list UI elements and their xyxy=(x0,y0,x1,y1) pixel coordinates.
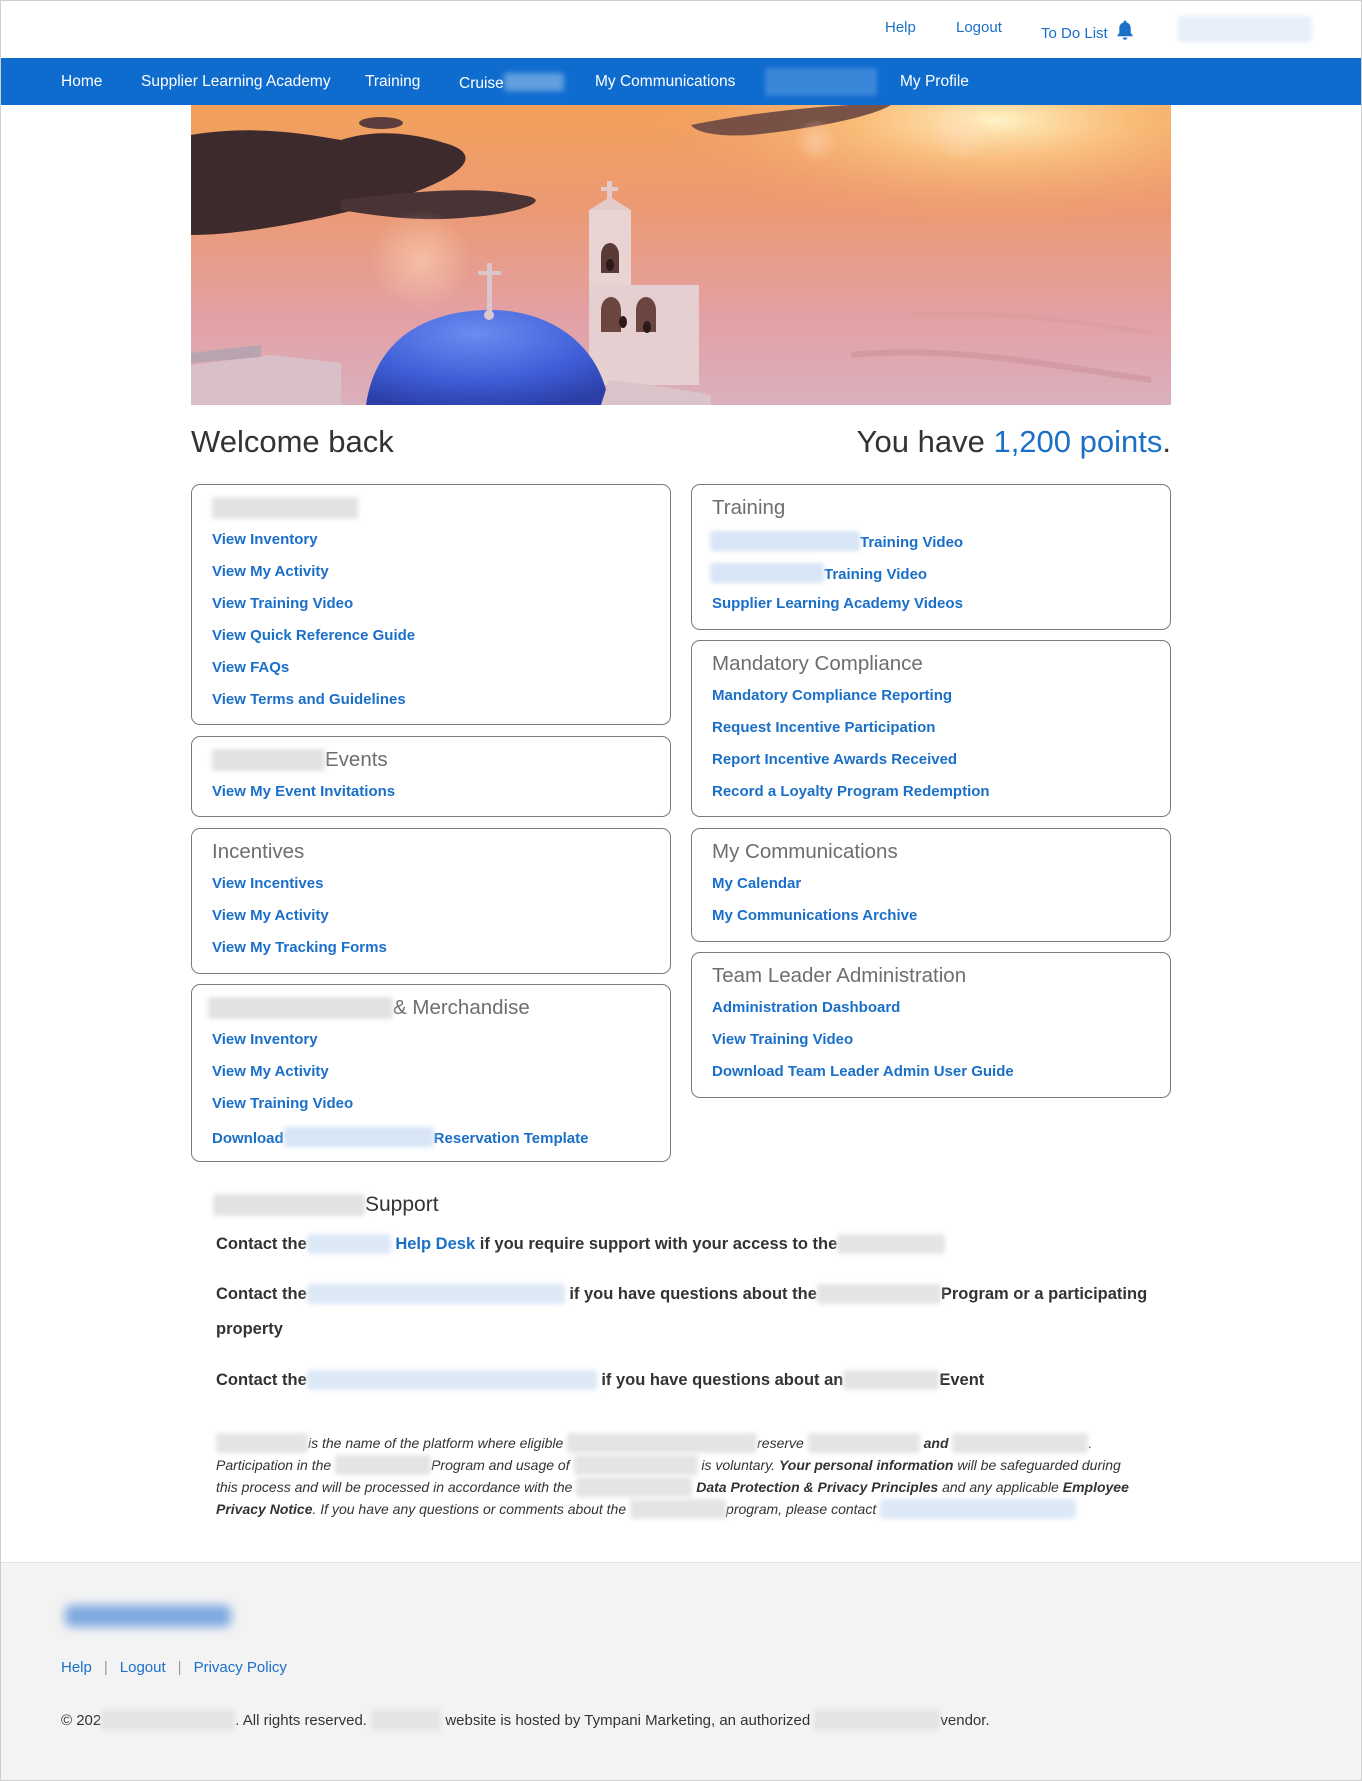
card-education xyxy=(191,484,671,725)
footer-logo xyxy=(65,1605,231,1627)
redacted-text xyxy=(216,1433,308,1453)
redacted-text xyxy=(101,1710,235,1730)
disclaimer-text: Data Protection & Privacy Principles xyxy=(696,1479,939,1495)
redacted-text xyxy=(710,531,860,551)
request-incentive-participation-link[interactable]: Request Incentive Participation xyxy=(712,719,936,736)
admin-view-training-video-link[interactable]: View Training Video xyxy=(712,1031,854,1048)
card-merchandise xyxy=(191,984,671,1162)
merchandise-view-training-video-link[interactable]: View Training Video xyxy=(212,1095,354,1112)
redacted-text xyxy=(808,1433,920,1453)
support-line-help-desk xyxy=(216,1234,945,1254)
nav-redacted-item[interactable] xyxy=(765,68,877,96)
redacted-text xyxy=(371,1710,441,1730)
footer-links xyxy=(61,1659,287,1676)
card-admin-title: Team Leader Administration xyxy=(712,964,967,987)
card-incentives-title: Incentives xyxy=(212,840,305,863)
redacted-text xyxy=(212,497,358,519)
support-text: Contact the xyxy=(216,1285,307,1303)
education-view-faqs-link[interactable]: View FAQs xyxy=(212,659,290,676)
top-utility-bar xyxy=(0,0,1362,58)
help-link[interactable]: Help xyxy=(885,19,916,36)
help-desk-link[interactable]: Help Desk xyxy=(395,1235,476,1253)
merchandise-download-template-link[interactable] xyxy=(212,1127,588,1147)
redacted-text xyxy=(576,1477,692,1497)
points-value-link[interactable]: 1,200 points xyxy=(993,424,1163,459)
copyright-text: © 202 xyxy=(61,1712,102,1729)
card-events-title-text: Events xyxy=(325,748,388,771)
download-prefix: Download xyxy=(212,1130,284,1147)
nav-my-communications[interactable]: My Communications xyxy=(595,73,736,90)
report-incentive-awards-link[interactable]: Report Incentive Awards Received xyxy=(712,751,958,768)
redacted-text xyxy=(843,1370,939,1390)
support-line-event xyxy=(216,1370,984,1390)
redacted-text xyxy=(212,749,325,771)
training-video-label-1: Training Video xyxy=(860,534,964,551)
card-communications-title: My Communications xyxy=(712,840,898,863)
download-admin-user-guide-link[interactable]: Download Team Leader Admin User Guide xyxy=(712,1063,1014,1080)
points-prefix: You have xyxy=(856,424,985,459)
support-heading xyxy=(213,1193,439,1217)
merchandise-view-inventory-link[interactable]: View Inventory xyxy=(212,1031,318,1048)
disclaimer-text: will be safeguarded during this process and will be processed in accordance with the xyxy=(216,1457,1121,1495)
redacted-text xyxy=(630,1499,726,1519)
page-footer xyxy=(1,1562,1361,1780)
nav-my-profile[interactable]: My Profile xyxy=(900,73,969,90)
disclaimer-text: Your personal information xyxy=(778,1457,954,1473)
disclaimer-text: program, please contact xyxy=(726,1501,877,1517)
redacted-text xyxy=(817,1284,941,1304)
welcome-greeting: Welcome back xyxy=(191,424,394,459)
education-view-training-video-link[interactable]: View Training Video xyxy=(212,595,354,612)
nav-cruise[interactable] xyxy=(459,73,564,93)
disclaimer-text: Participation in the xyxy=(216,1457,332,1473)
redacted-text xyxy=(213,1194,365,1216)
disclaimer-text: reserve xyxy=(757,1435,804,1451)
copyright-notice xyxy=(61,1710,990,1730)
redacted-text xyxy=(837,1234,945,1254)
support-heading-text: Support xyxy=(365,1193,439,1216)
todo-list-label: To Do List xyxy=(1041,25,1108,42)
disclaimer-text: Program and usage of xyxy=(431,1457,570,1473)
disclaimer-text: and xyxy=(923,1435,949,1451)
disclaimer-text: . If you have any questions or comments about the xyxy=(312,1501,627,1517)
copyright-text: website is hosted by Tympani Marketing, an authorized xyxy=(445,1712,811,1729)
training-video-link-1[interactable] xyxy=(710,531,963,551)
nav-home[interactable]: Home xyxy=(61,73,103,90)
card-compliance-title: Mandatory Compliance xyxy=(712,652,923,675)
redacted-text xyxy=(284,1127,434,1147)
training-video-label-2: Training Video xyxy=(824,566,928,583)
card-team-leader-administration xyxy=(691,952,1171,1098)
redacted-text xyxy=(574,1455,698,1475)
card-education-title xyxy=(212,496,358,520)
card-merchandise-title xyxy=(208,996,530,1020)
card-merchandise-title-text: & Merchandise xyxy=(393,996,530,1019)
footer-separator: | xyxy=(103,1659,108,1676)
support-text: Program or a participating xyxy=(940,1285,1148,1303)
communications-archive-link[interactable]: My Communications Archive xyxy=(712,907,918,924)
support-text: if you have questions about the xyxy=(569,1285,817,1303)
support-text: Contact the xyxy=(216,1235,307,1253)
user-account-chip[interactable] xyxy=(1178,16,1312,42)
card-my-communications xyxy=(691,828,1171,942)
points-suffix: . xyxy=(1162,424,1171,459)
disclaimer-text: . xyxy=(1088,1435,1093,1451)
disclaimer-text: is voluntary. xyxy=(701,1457,776,1473)
points-summary xyxy=(857,424,1171,460)
copyright-text: . All rights reserved. xyxy=(235,1712,367,1729)
support-line-program xyxy=(216,1284,1147,1304)
footer-separator: | xyxy=(177,1659,182,1676)
support-text: Contact the xyxy=(216,1371,307,1389)
card-events-title xyxy=(212,748,388,772)
main-navigation xyxy=(1,58,1361,105)
hero-banner-image xyxy=(191,105,1171,405)
card-incentives xyxy=(191,828,671,974)
redacted-text xyxy=(335,1455,431,1475)
copyright-text: vendor. xyxy=(940,1712,990,1729)
card-events xyxy=(191,736,671,817)
merchandise-view-my-activity-link[interactable]: View My Activity xyxy=(212,1063,329,1080)
compliance-reporting-link[interactable]: Mandatory Compliance Reporting xyxy=(712,687,953,704)
education-view-terms-link[interactable]: View Terms and Guidelines xyxy=(212,691,406,708)
download-suffix: Reservation Template xyxy=(433,1130,589,1147)
disclaimer-text: Employee Privacy Notice xyxy=(216,1479,1129,1517)
card-training xyxy=(691,484,1171,630)
redacted-text xyxy=(710,563,824,583)
privacy-disclaimer xyxy=(216,1432,1136,1520)
incentives-view-incentives-link[interactable]: View Incentives xyxy=(212,875,324,892)
engagement-team-link[interactable] xyxy=(307,1284,565,1304)
support-text: if you require support with your access to the xyxy=(479,1235,838,1253)
redacted-text xyxy=(307,1234,391,1254)
support-text: if you have questions about an xyxy=(601,1371,844,1389)
redacted-text xyxy=(567,1433,757,1453)
event-support-team-link[interactable] xyxy=(307,1370,597,1390)
card-training-title: Training xyxy=(712,496,786,519)
administration-dashboard-link[interactable]: Administration Dashboard xyxy=(712,999,901,1016)
redacted-text xyxy=(952,1433,1088,1453)
redacted-text xyxy=(814,1710,940,1730)
redacted-text xyxy=(208,997,393,1019)
card-mandatory-compliance xyxy=(691,640,1171,817)
education-view-quick-reference-guide-link[interactable]: View Quick Reference Guide xyxy=(212,627,416,644)
bell-icon xyxy=(1116,19,1134,41)
footer-help-link[interactable]: Help xyxy=(61,1659,92,1676)
santorini-sunset-illustration xyxy=(191,105,1171,405)
events-view-invitations-link[interactable]: View My Event Invitations xyxy=(212,783,396,800)
logout-link[interactable]: Logout xyxy=(956,19,1002,36)
disclaimer-text: and any applicable xyxy=(942,1479,1059,1495)
todo-list-link[interactable] xyxy=(1041,19,1134,42)
my-calendar-link[interactable]: My Calendar xyxy=(712,875,802,892)
disclaimer-text: is the name of the platform where eligible xyxy=(308,1435,564,1451)
nav-cruise-label: Cruise xyxy=(459,75,504,92)
redacted-text xyxy=(504,73,564,91)
incentives-view-tracking-forms-link[interactable]: View My Tracking Forms xyxy=(212,939,387,956)
training-academy-videos-link[interactable]: Supplier Learning Academy Videos xyxy=(712,595,963,612)
support-text: Event xyxy=(939,1371,985,1389)
footer-logout-link[interactable]: Logout xyxy=(119,1659,166,1676)
education-view-my-activity-link[interactable]: View My Activity xyxy=(212,563,329,580)
incentives-view-my-activity-link[interactable]: View My Activity xyxy=(212,907,329,924)
nav-training[interactable]: Training xyxy=(365,73,421,90)
nav-supplier-learning-academy[interactable]: Supplier Learning Academy xyxy=(141,73,331,90)
record-loyalty-redemption-link[interactable]: Record a Loyalty Program Redemption xyxy=(712,783,990,800)
training-video-link-2[interactable] xyxy=(710,563,927,583)
footer-privacy-policy-link[interactable]: Privacy Policy xyxy=(193,1659,287,1676)
support-line-program-cont: property xyxy=(216,1320,283,1338)
contact-email-link[interactable] xyxy=(880,1499,1076,1519)
education-view-inventory-link[interactable]: View Inventory xyxy=(212,531,318,548)
